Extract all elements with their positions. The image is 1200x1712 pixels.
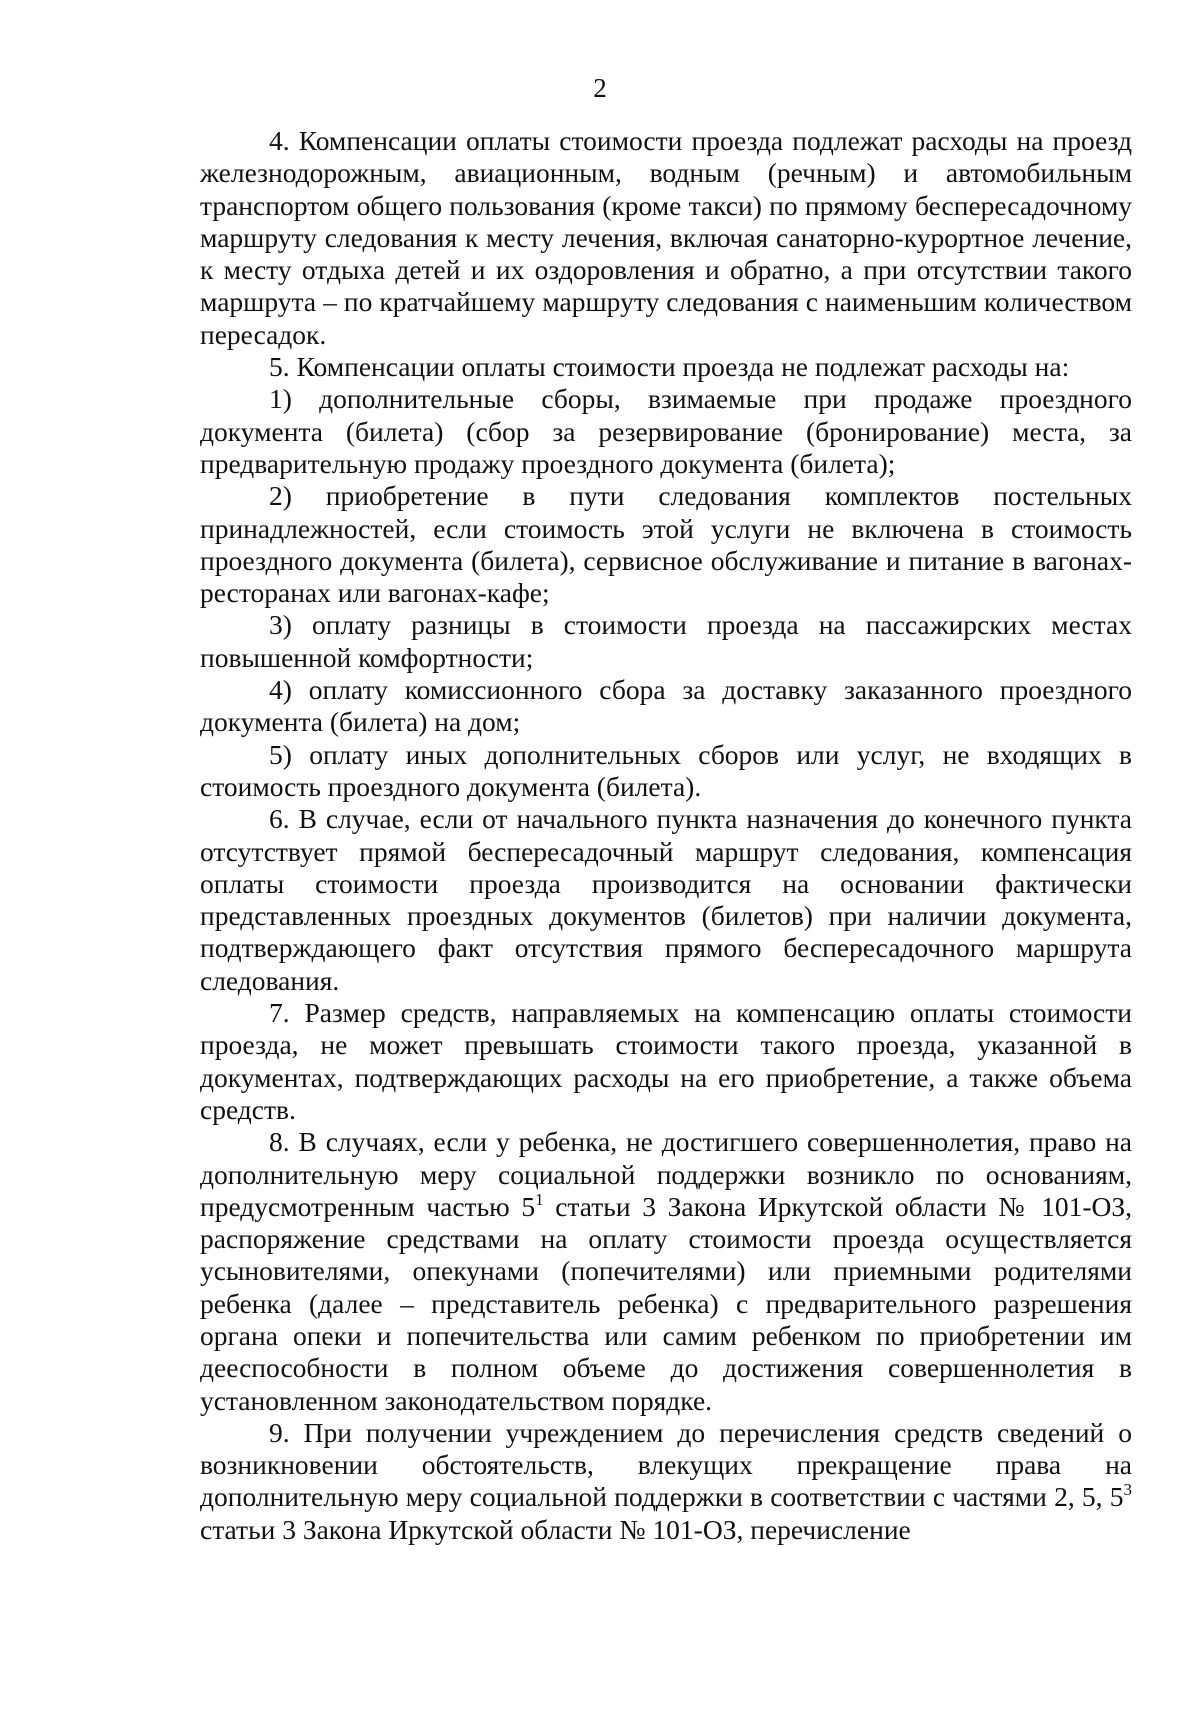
paragraph-9 bbox=[200, 1417, 1132, 1546]
paragraph-8-text-start: 8. В случаях, если у ребенка, не достигшего совершеннолетия, право на дополнительную меру социальной поддержки возникло по основаниям, предусмотренным частью 5 bbox=[200, 1126, 1132, 1222]
paragraph-8-superscript: 1 bbox=[535, 1189, 544, 1209]
paragraph-9-text-start: 9. При получении учреждением до перечисления средств сведений о возникновении обстоятельств, влекущих прекращение права на дополнительную меру социальной поддержки в соответствии с частями 2, 5, 5 bbox=[200, 1416, 1132, 1513]
paragraph-5-item-5: 5) оплату иных дополнительных сборов или услуг, не входящих в стоимость проездного документа (билета). bbox=[200, 738, 1132, 802]
paragraph-4: 4. Компенсации оплаты стоимости проезда подлежат расходы на проезд железнодорожным, авиационным, водным (речным) и автомобильным транспортом общего пользования (кроме такси) по прямому беспересадочному маршруту следования к месту лечения, включая санаторно-курортное лечение, к месту отдыха детей и их оздоровления и обратно, а при отсутствии такого маршрута – по кратчайшему маршруту следования с наименьшим количеством пересадок. bbox=[200, 125, 1132, 350]
paragraph-9-text-end: статьи 3 Закона Иркутской области № 101-ОЗ, перечисление bbox=[200, 1513, 911, 1545]
paragraph-5-item-3: 3) оплату разницы в стоимости проезда на пассажирских местах повышенной комфортности; bbox=[200, 609, 1132, 673]
paragraph-8-text-end: статьи 3 Закона Иркутской области № 101-ОЗ, распоряжение средствами на оплату стоимости проезда осуществляется усыновителями, опекунами (попечителями) или приемными родителями ребенка (далее – представитель ребенка) с предварительного разрешения органа опеки и попечительства или самим ребенком по приобретении им дееспособности в полном объеме до достижения совершеннолетия в установленном законодательством порядке. bbox=[200, 1190, 1133, 1416]
page-number: 2 bbox=[593, 73, 607, 103]
paragraph-5: 5. Компенсации оплаты стоимости проезда не подлежат расходы на: bbox=[269, 351, 1070, 383]
paragraph-8 bbox=[200, 1126, 1132, 1417]
paragraph-5-item-1: 1) дополнительные сборы, взимаемые при продаже проездного документа (билета) (сбор за резервирование (бронирование) места, за предварительную продажу проездного документа (билета); bbox=[200, 383, 1132, 479]
paragraph-5-item-2: 2) приобретение в пути следования комплектов постельных принадлежностей, если стоимость этой услуги не включена в стоимость проездного документа (билета), сервисное обслуживание и питание в вагонах-ресторанах или вагонах-кафе; bbox=[200, 480, 1132, 609]
paragraph-7: 7. Размер средств, направляемых на компенсацию оплаты стоимости проезда, не может превышать стоимости такого проезда, указанной в документах, подтверждающих расходы на его приобретение, а также объема средств. bbox=[200, 997, 1132, 1125]
paragraph-9-superscript: 3 bbox=[1123, 1480, 1132, 1500]
document-body bbox=[200, 125, 1132, 1546]
paragraph-5-item-4: 4) оплату комиссионного сбора за доставку заказанного проездного документа (билета) на дом; bbox=[200, 674, 1132, 738]
paragraph-6: 6. В случае, если от начального пункта назначения до конечного пункта отсутствует прямой беспересадочный маршрут следования, компенсация оплаты стоимости проезда производится на основании фактически представленных проездных документов (билетов) при наличии документа, подтверждающего факт отсутствия прямого беспересадочного маршрута следования. bbox=[200, 803, 1132, 996]
